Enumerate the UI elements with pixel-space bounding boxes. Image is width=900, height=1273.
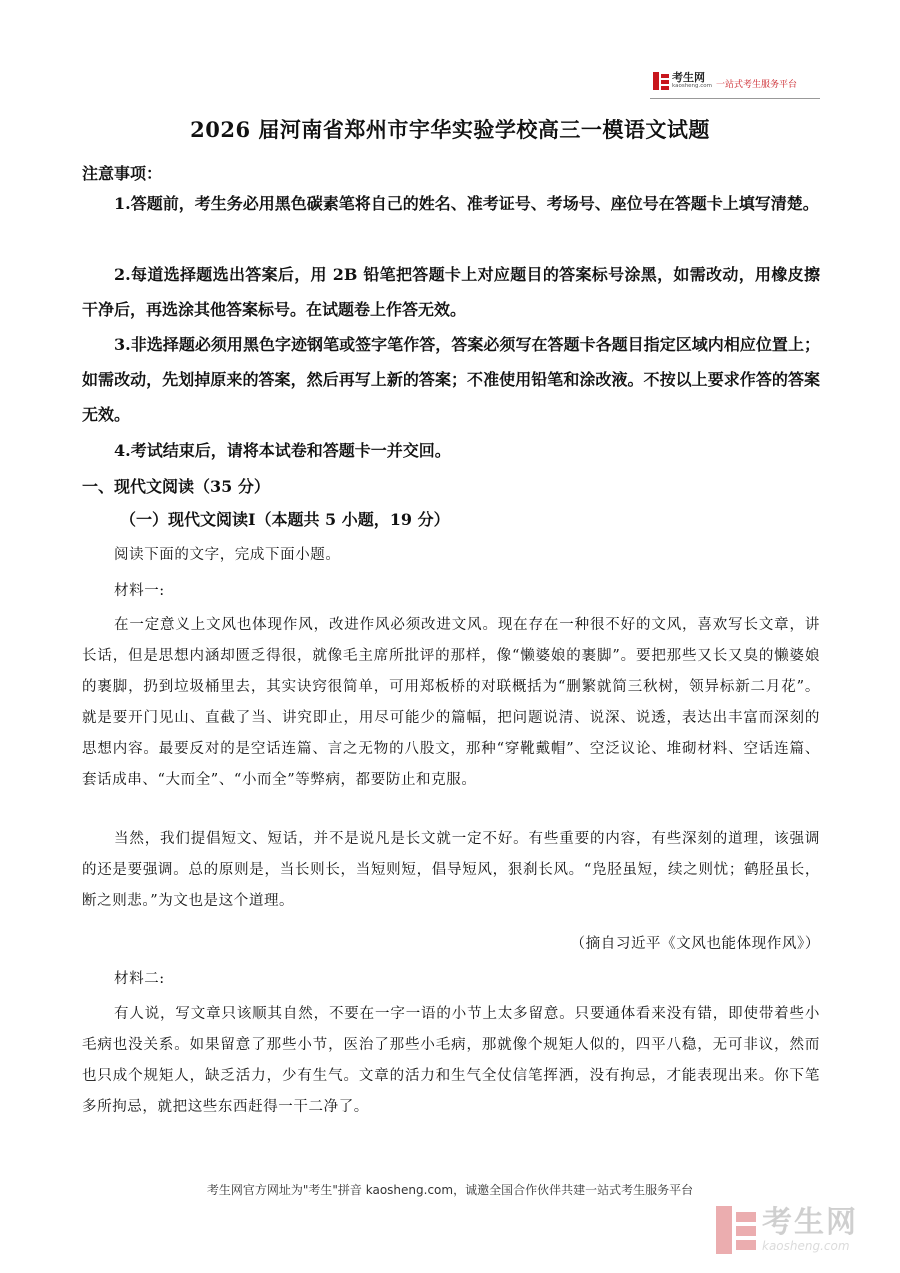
watermark-name: 考生网 [762,1205,858,1240]
logo-name: 考生网 [672,71,705,85]
watermark-logo-icon [716,1206,756,1254]
subsection-heading: （一）现代文阅读Ⅰ（本题共 5 小题，19 分） [120,510,450,529]
notice-item-3: 3.非选择题必须用黑色字迹钢笔或签字笔作答，答案必须写在答题卡各题目指定区域内相应位置上；如需改动，先划掉原来的答案，然后再写上新的答案；不准使用铅笔和涂改液。不按以上要求作答的答案无效。 [82,335,820,424]
logo-url: kaosheng.com [672,83,713,90]
material1-source: （摘自习近平《文风也能体现作风》） [570,936,820,952]
notice-item-1: 1.答题前，考生务必用黑色碳素笔将自己的姓名、准考证号、考场号、座位号在答题卡上填写清楚。 [114,194,819,213]
instruction-text: 阅读下面的文字，完成下面小题。 [114,547,341,563]
notice-heading: 注意事项： [82,164,163,183]
material1-label: 材料一: [114,583,165,599]
material1-paragraph-2: 当然，我们提倡短文、短话，并不是说凡是长文就一定不好。有些重要的内容，有些深刻的道理，该强调的还是要强调。总的原则是，当长则长，当短则短，倡导短风，狠刹长风。“凫胫虽短，续之则忧；鹤胫虽长，断之则悲。”为文也是这个道理。 [82,831,820,909]
site-logo [653,72,797,90]
watermark-url: kaosheng.com [762,1239,850,1253]
material1-paragraph-1: 在一定意义上文风也体现作风，改进作风必须改进文风。现在存在一种很不好的文风，喜欢写长文章，讲长话，但是思想内涵却匮乏得很，就像毛主席所批评的那样，像“懒婆娘的裹脚”。要把那些又长又臭的懒婆娘的裹脚，扔到垃圾桶里去，其实诀窍很简单，可用郑板桥的对联概括为“删繁就简三秋树，领异标新二月花”。就是要开门见山、直截了当、讲究即止，用尽可能少的篇幅，把问题说清、说深、说透，表达出丰富而深刻的思想内容。最要反对的是空话连篇、言之无物的八股文，那种“穿靴戴帽”、空泛议论、堆砌材料、空话连篇、套话成串、“大而全”、“小而全”等弊病，都要防止和克服。 [82,617,820,788]
header-divider [650,98,820,99]
page-title: 2026 届河南省郑州市宇华实验学校高三一模语文试题 [190,117,710,142]
watermark [716,1206,858,1254]
material2-paragraph-1: 有人说，写文章只该顺其自然，不要在一字一语的小节上太多留意。只要通体看来没有错，即使带着些小毛病也没关系。如果留意了那些小节，医治了那些小毛病，那就像个规矩人似的，四平八稳，无可非议，然而也只成个规矩人，缺乏活力，少有生气。文章的活力和生气全仗信笔挥洒，没有拘忌，才能表现出来。你下笔多所拘忌，就把这些东西赶得一干二净了。 [82,1006,820,1115]
page-footer: 考生网官方网址为"考生"拼音 kaosheng.com，诚邀全国合作伙伴共建一站式考生服务平台 [206,1183,694,1197]
section-heading: 一、现代文阅读（35 分） [82,477,270,496]
notice-item-4: 4.考试结束后，请将本试卷和答题卡一并交回。 [114,441,451,460]
logo-slogan: 一站式考生服务平台 [716,79,798,90]
logo-icon [653,72,669,90]
material2-label: 材料二: [114,971,165,987]
notice-item-2: 2.每道选择题选出答案后，用 2B 铅笔把答题卡上对应题目的答案标号涂黑，如需改动，用橡皮擦干净后，再选涂其他答案标号。在试题卷上作答无效。 [82,265,820,319]
